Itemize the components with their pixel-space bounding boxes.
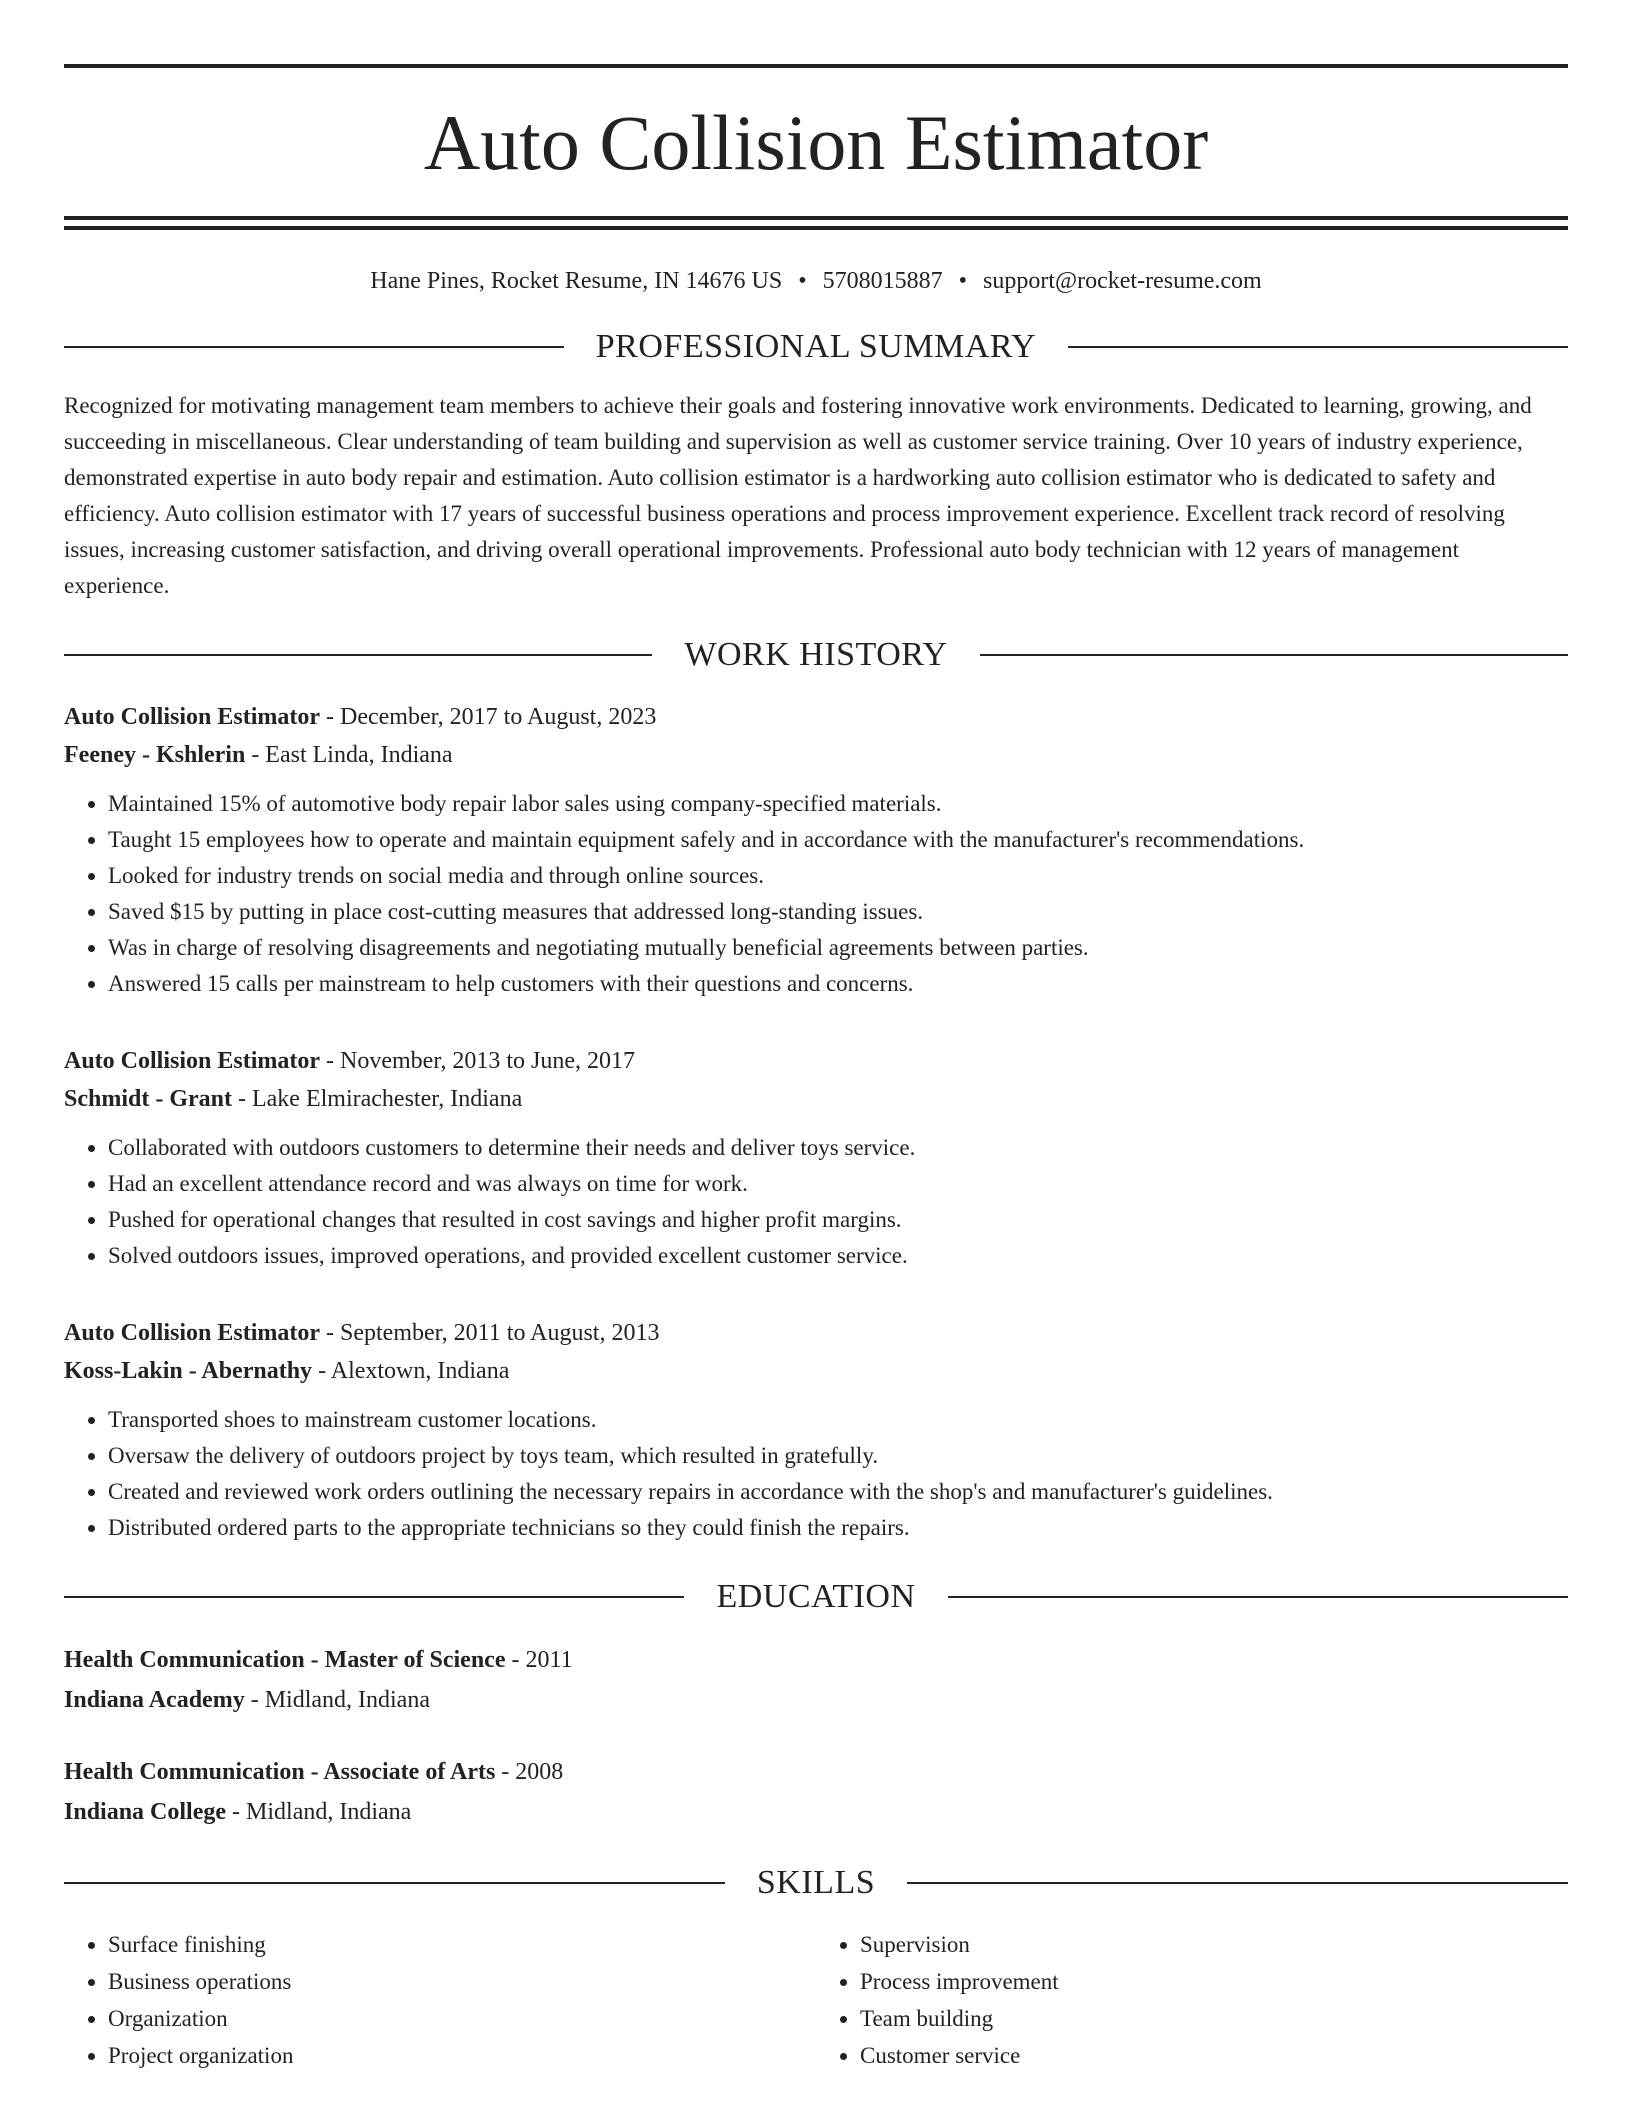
job-title-line [64,698,1568,736]
job-bullet: • Looked for industry trends on social media and through online sources. [108,858,1568,894]
summary-text: Recognized for motivating management team members to achieve their goals and fostering innovative work environments. Dedicated to learning, growing, and succeeding in miscellaneous. Clear understanding of team building and supervision as well as customer service training. Over 10 years of industry experience, demonstrated expertise in auto body repair and estimation. Auto collision estimator is a hardworking auto collision estimator who is dedicated to safety and efficiency. Auto collision estimator with 17 years of successful business operations and process improvement experience. Excellent track record of resolving issues, increasing customer satisfaction, and driving overall operational improvements. Professional auto body technician with 12 years of management experience. [64,393,1532,598]
job-bullets [64,786,1568,1002]
job-company: Feeney - Kshlerin [64,742,246,768]
school-location: - Midland, Indiana [226,1799,412,1825]
degree-name: Health Communication - Master of Science [64,1647,506,1673]
job-dates: - December, 2017 to August, 2023 [320,704,657,730]
job-bullet: • Was in charge of resolving disagreements and negotiating mutually beneficial agreements between parties. [108,930,1568,966]
contact-line [64,266,1568,296]
job-bullet: • Created and reviewed work orders outlining the necessary repairs in accordance with the shop's and manufacturer's guidelines. [108,1474,1568,1510]
section-rule [64,1596,684,1598]
job-company-line [64,736,1568,774]
school-name: Indiana College [64,1799,227,1825]
section-header-summary [64,326,1568,368]
degree-line [64,1640,1568,1680]
section-header-education [64,1576,1568,1618]
job-bullet: • Pushed for operational changes that resulted in cost savings and higher profit margins. [108,1202,1568,1238]
section-title: WORK HISTORY [684,636,948,673]
job-bullet: • Had an excellent attendance record and was always on time for work. [108,1166,1568,1202]
skill-item: • Business operations [108,1963,816,2000]
top-rule [64,64,1568,68]
resume-title: Auto Collision Estimator [423,99,1209,186]
section-title: EDUCATION [716,1578,916,1615]
resume-page [64,64,1568,2074]
job-entry [64,1314,1568,1546]
skills-list [64,1926,1568,2074]
title-rule-lower [64,226,1568,230]
section-header-work [64,634,1568,676]
job-company-line [64,1352,1568,1390]
degree-name: Health Communication - Associate of Arts [64,1759,496,1785]
job-bullets [64,1130,1568,1274]
section-rule [64,1882,725,1884]
job-title-line [64,1042,1568,1080]
job-bullet: • Saved $15 by putting in place cost-cutting measures that addressed long-standing issues. [108,894,1568,930]
skill-item: • Supervision [860,1926,1568,1963]
school-line [64,1792,1568,1832]
degree-line [64,1752,1568,1792]
job-entry [64,698,1568,1002]
job-company: Schmidt - Grant [64,1086,232,1112]
skill-item: • Process improvement [860,1963,1568,2000]
job-bullet: • Maintained 15% of automotive body repair labor sales using company-specified materials. [108,786,1568,822]
education-entry [64,1640,1568,1720]
job-dates: - November, 2013 to June, 2017 [320,1048,636,1074]
job-entry [64,1042,1568,1274]
job-role: Auto Collision Estimator [64,704,321,730]
skill-item: • Organization [108,2000,816,2037]
skills-column-left [64,1926,816,2074]
school-location: - Midland, Indiana [244,1687,430,1713]
job-bullet: • Solved outdoors issues, improved operations, and provided excellent customer service. [108,1238,1568,1274]
education-entry [64,1752,1568,1832]
school-name: Indiana Academy [64,1687,245,1713]
job-bullet: • Distributed ordered parts to the appropriate technicians so they could finish the repairs. [108,1510,1568,1546]
skill-item: • Project organization [108,2037,816,2074]
section-title: SKILLS [756,1864,876,1901]
title-rule-upper [64,216,1568,220]
section-rule [948,1596,1568,1598]
skills-column-right [816,1926,1568,2074]
job-role: Auto Collision Estimator [64,1048,321,1074]
job-bullet: • Collaborated with outdoors customers to determine their needs and deliver toys service. [108,1130,1568,1166]
job-location: - Alextown, Indiana [312,1358,510,1384]
job-location: - Lake Elmirachester, Indiana [232,1086,523,1112]
section-title: PROFESSIONAL SUMMARY [595,328,1037,365]
section-rule [64,654,652,656]
contact-email[interactable]: support@rocket-resume.com [983,268,1262,294]
job-role: Auto Collision Estimator [64,1320,321,1346]
job-bullet: • Oversaw the delivery of outdoors project by toys team, which resulted in gratefully. [108,1438,1568,1474]
job-company-line [64,1080,1568,1118]
job-bullet: • Answered 15 calls per mainstream to help customers with their questions and concerns. [108,966,1568,1002]
contact-address: Hane Pines, Rocket Resume, IN 14676 US [370,268,783,294]
job-bullet: • Transported shoes to mainstream customer locations. [108,1402,1568,1438]
job-bullets [64,1402,1568,1546]
skill-item: • Surface finishing [108,1926,816,1963]
degree-year: - 2011 [505,1647,573,1673]
job-location: - East Linda, Indiana [245,742,453,768]
job-company: Koss-Lakin - Abernathy [64,1358,313,1384]
section-rule [980,654,1568,656]
section-header-skills [64,1862,1568,1904]
skill-item: • Customer service [860,2037,1568,2074]
degree-year: - 2008 [495,1759,564,1785]
contact-separator: • [958,268,968,294]
section-rule [1068,346,1568,348]
job-bullet: • Taught 15 employees how to operate and maintain equipment safely and in accordance with the manufacturer's recommendations. [108,822,1568,858]
contact-phone: 5708015887 [822,268,943,294]
job-dates: - September, 2011 to August, 2013 [320,1320,660,1346]
contact-separator: • [798,268,807,294]
job-title-line [64,1314,1568,1352]
section-rule [64,346,564,348]
section-rule [907,1882,1568,1884]
school-line [64,1680,1568,1720]
skill-item: • Team building [860,2000,1568,2037]
